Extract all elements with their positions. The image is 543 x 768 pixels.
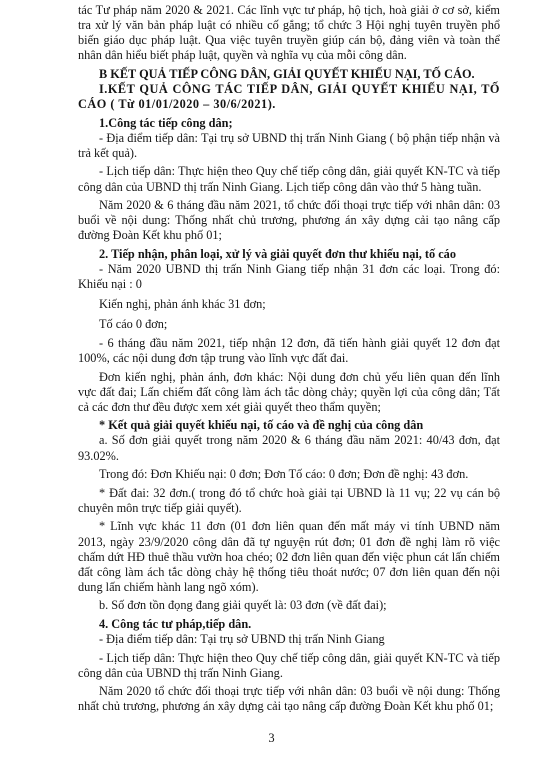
heading-tiep-nhan-don: 2. Tiếp nhận, phân loại, xử lý và giải quyết đơn thư khiếu nại, tố cáo — [99, 246, 456, 261]
paragraph-nam-2020: - Năm 2020 UBND thị trấn Ninh Giang tiếp nhận 31 đơn các loại. Trong đó: Khiếu nại : 0 — [78, 262, 500, 292]
paragraph-ton-dong: b. Số đơn tồn đọng đang giải quyết là: 03 đơn (về đất đai); — [99, 598, 387, 613]
paragraph-lich-tiep-dan: - Lịch tiếp dân: Thực hiện theo Quy chế tiếp công dân, giải quyết KN-TC và tiếp công dân của UBND thị trấn Ninh Giang. Lịch tiếp công dân vào thứ 5 hàng tuần. — [78, 164, 500, 194]
heading-tiep-cong-dan: 1.Công tác tiếp công dân; — [99, 115, 233, 130]
document-body — [78, 3, 500, 715]
paragraph-to-cao: Tố cáo 0 đơn; — [99, 317, 168, 332]
paragraph-dat-dai: * Đất đai: 32 đơn.( trong đó tổ chức hoà giải tại UBND là 11 vụ; 22 vụ cán bộ chuyên môn trực tiếp giải quyết). — [78, 485, 500, 515]
paragraph-doi-thoai-2: Năm 2020 tổ chức đối thoại trực tiếp với nhân dân: 03 buổi về nội dung: Thống nhất chủ trương, phương án xây dựng cải tạo nâng cấp đường Đoàn Kết khu phố 01; — [78, 684, 500, 714]
heading-tu-phap-tiep-dan: 4. Công tác tư pháp,tiếp dân. — [99, 616, 252, 631]
paragraph-trong-do: Trong đó: Đơn Khiếu nại: 0 đơn; Đơn Tố cáo: 0 đơn; Đơn đề nghị: 43 đơn. — [99, 467, 469, 482]
paragraph-kien-nghi: Kiến nghị, phản ánh khác 31 đơn; — [99, 297, 266, 312]
paragraph-lich-tiep-dan-2: - Lịch tiếp dân: Thực hiện theo Quy chế tiếp công dân, giải quyết KN-TC và tiếp công dân của UBND thị trấn Ninh Giang. — [78, 650, 500, 680]
section-heading-i: I.KẾT QUẢ CÔNG TÁC TIẾP DÂN, GIẢI QUYẾT KHIẾU NẠI, TỐ CÁO ( Từ 01/01/2020 – 30/6/2021). — [78, 81, 500, 112]
heading-ket-qua-giai-quyet: * Kết quả giải quyết khiếu nại, tố cáo và đề nghị của công dân — [99, 418, 424, 433]
paragraph-linh-vuc-khac: * Lĩnh vực khác 11 đơn (01 đơn liên quan đến mất máy vi tính UBND năm 2013, ngày 23/9/2020 công dân đã tự nguyện rút đơn; 01 đơn đề nghị làm rõ việc chấm dứt HĐ thuê thầu vườn hoa chéo; 02 đơn liên quan đến việc phun cát lấn chiếm đất công làm ách tắc dòng chảy hệ thống tiêu thoát nước; 07 đơn liên quan đến nội dung lấn chiếm hành lang ngõ xóm). — [78, 519, 500, 594]
paragraph-so-don: a. Số đơn giải quyết trong năm 2020 & 6 tháng đầu năm 2021: 40/43 đơn, đạt 93.02%. — [78, 433, 500, 463]
paragraph-6-thang: - 6 tháng đầu năm 2021, tiếp nhận 12 đơn, đã tiến hành giải quyết 12 đơn đạt 100%, các nội dung đơn tập trung vào lĩnh vực đất đai. — [78, 335, 500, 365]
section-heading-b: B KẾT QUẢ TIẾP CÔNG DÂN, GIẢI QUYẾT KHIẾU NẠI, TỐ CÁO. — [99, 66, 475, 81]
paragraph-doi-thoai: Năm 2020 & 6 tháng đầu năm 2021, tổ chức đối thoại trực tiếp với nhân dân: 03 buổi về nội dung: Thống nhất chủ trương, phương án xây dựng cải tạo nâng cấp đường Đoàn Kết khu phố 01; — [78, 198, 500, 243]
paragraph-dia-diem: - Địa điểm tiếp dân: Tại trụ sở UBND thị trấn Ninh Giang ( bộ phận tiếp nhận và trả kết quả). — [78, 130, 500, 160]
paragraph-tu-phap-summary: tác Tư pháp năm 2020 & 2021. Các lĩnh vực tư pháp, hộ tịch, hoà giải ở cơ sở, kiểm tra xử lý văn bản pháp luật có nhiều cố gắng; tổ chức 3 Hội nghị tuyên truyền phổ biến giáo dục pháp luật. Qua việc tuyên truyền giúp cán bộ, đảng viên và toàn thể nhân dân hiểu biết pháp luật, quyền và nghĩa vụ của mỗi công dân. — [78, 3, 500, 63]
paragraph-don-kien-nghi: Đơn kiến nghị, phản ánh, đơn khác: Nội dung đơn chủ yếu liên quan đến lĩnh vực đất đai; Lấn chiếm đất công làm ách tắc dòng chảy; quyền lợi của công dân; Tất cả các đơn thư đều được xem xét giải quyết theo thẩm quyền; — [78, 369, 500, 414]
page-number: 3 — [268, 731, 275, 745]
paragraph-dia-diem-2: - Địa điểm tiếp dân: Tại trụ sở UBND thị trấn Ninh Giang — [99, 632, 385, 647]
